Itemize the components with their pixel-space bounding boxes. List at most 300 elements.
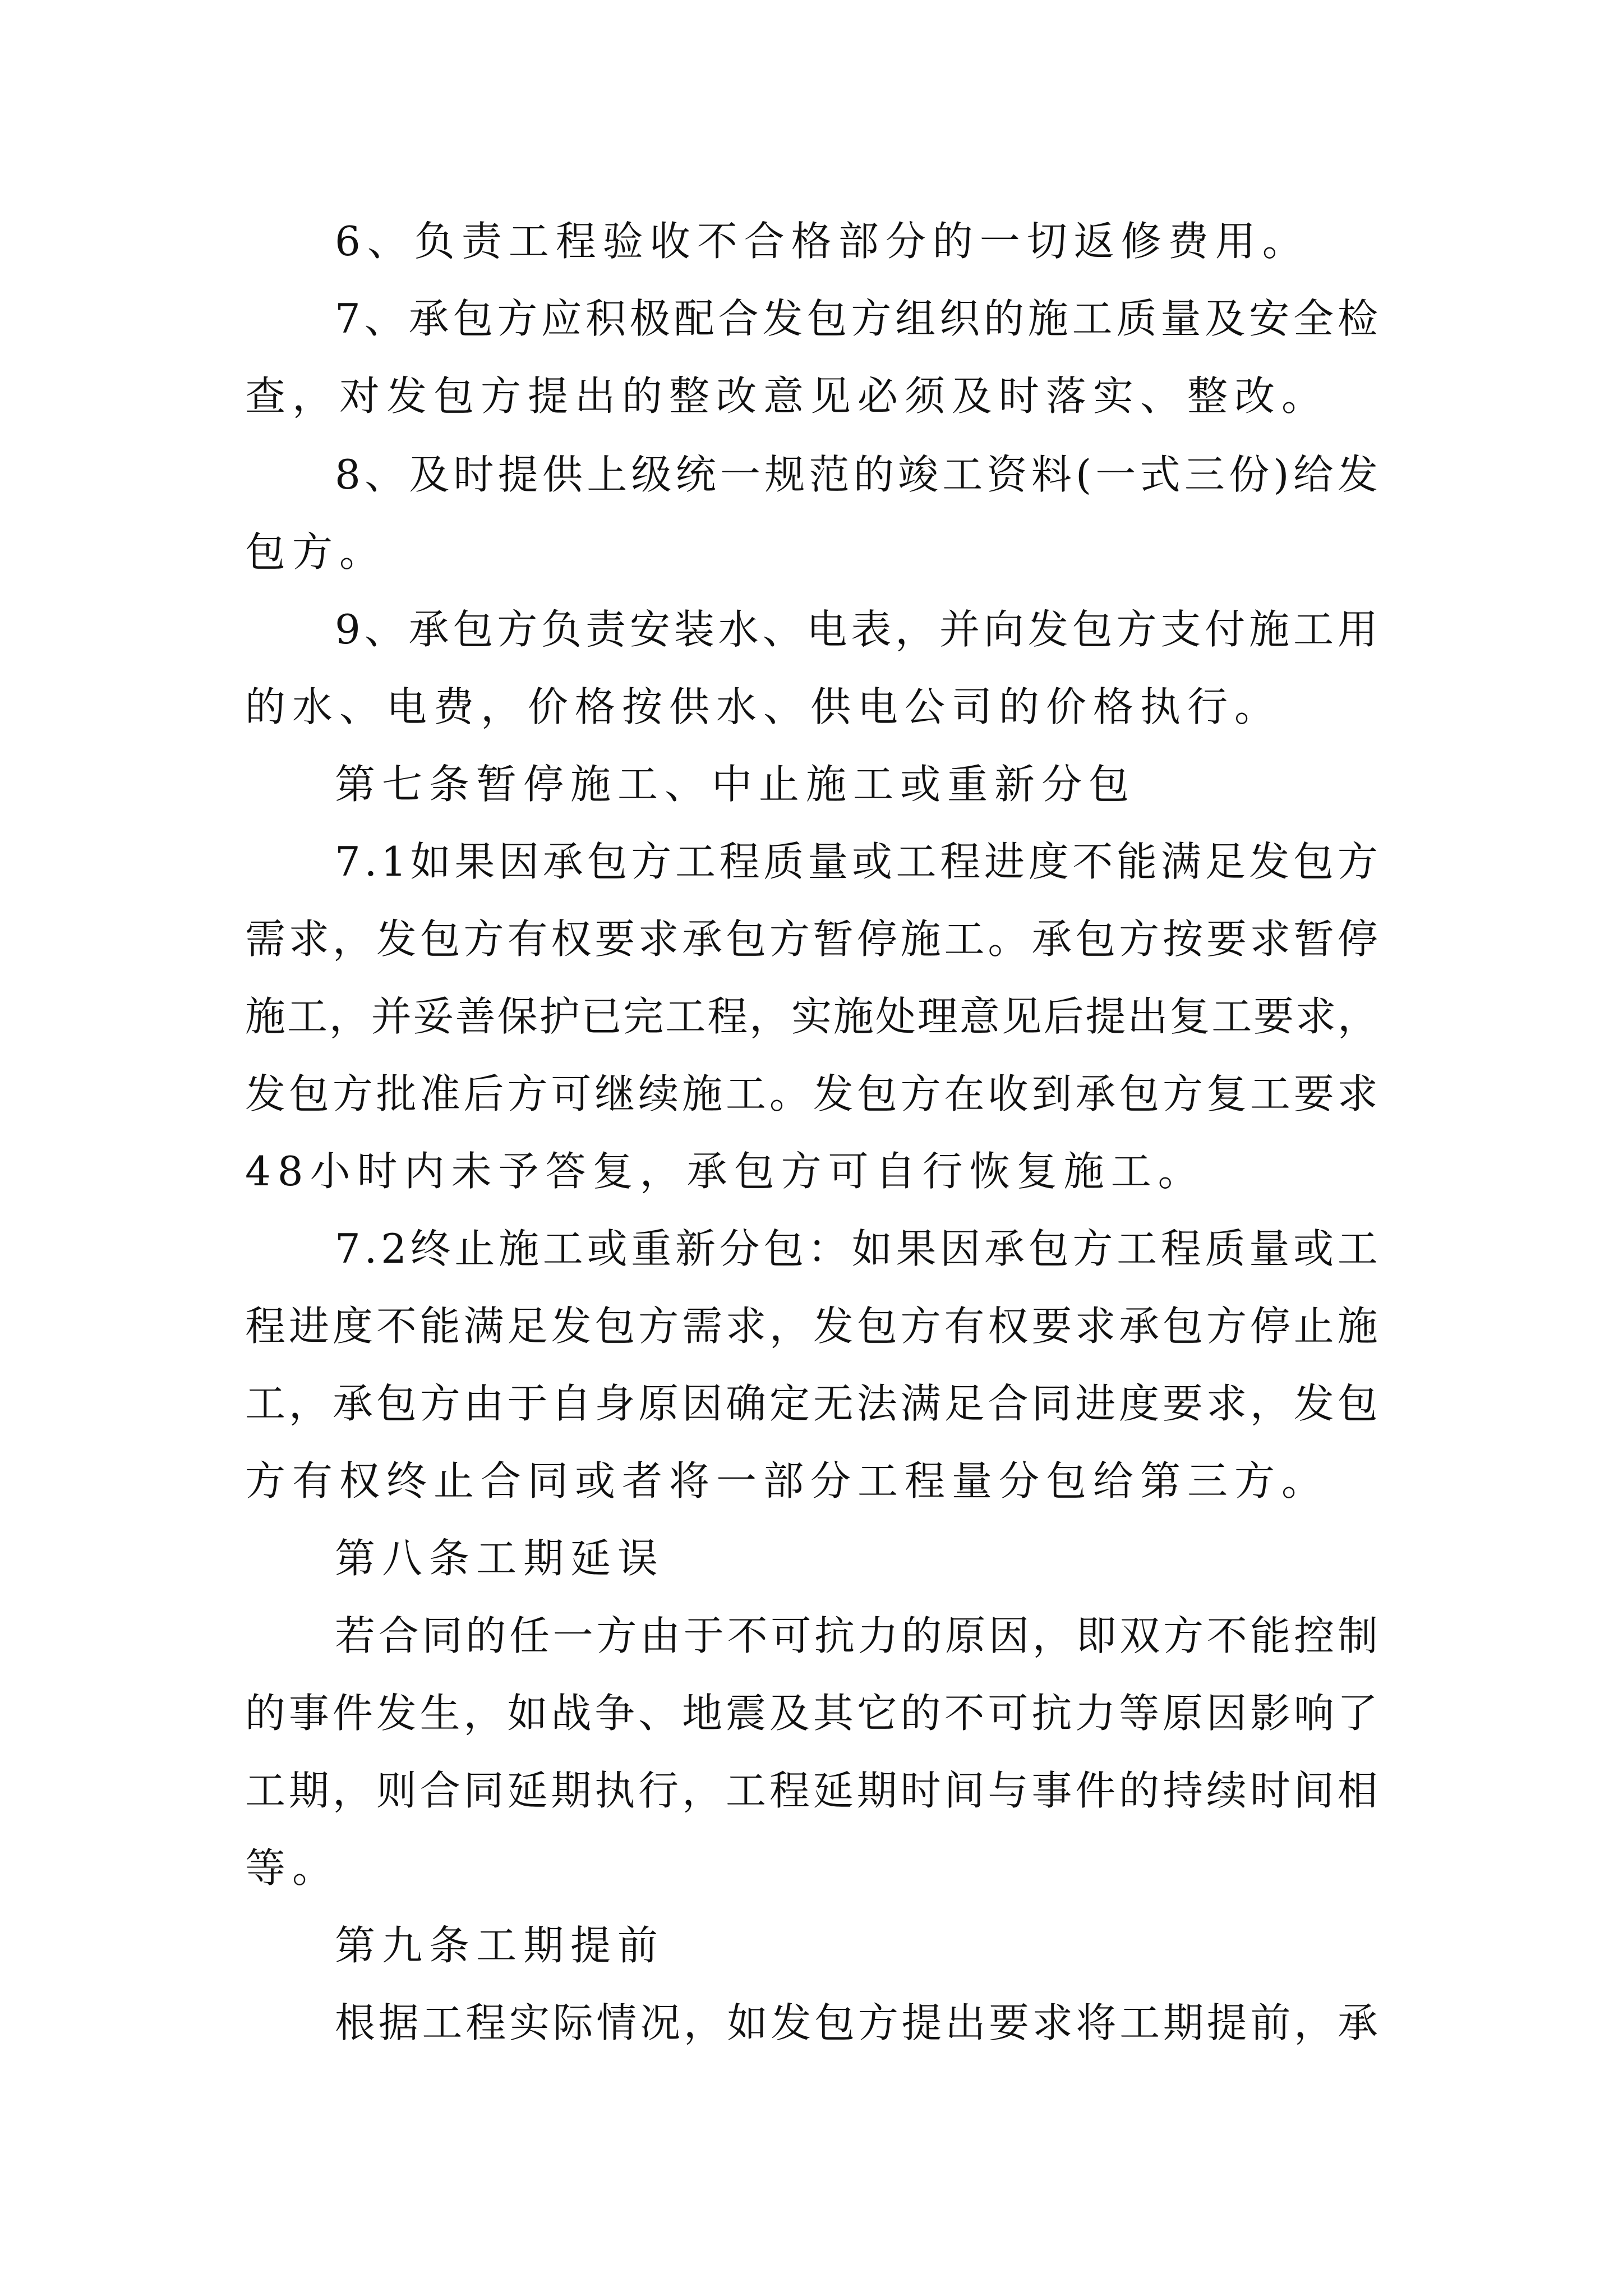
text-char: 竣 <box>898 451 939 498</box>
text-char: ， <box>1249 1380 1290 1427</box>
text-char: 1 <box>381 838 407 885</box>
text-char: 统 <box>675 451 716 498</box>
text-char: 发 <box>245 1070 286 1117</box>
text-char: 要 <box>1163 1380 1204 1427</box>
text-char: 求 <box>1337 1070 1378 1117</box>
text-char: 、 <box>365 451 405 498</box>
text-char: 包 <box>453 295 494 342</box>
text-char: 级 <box>631 451 672 498</box>
text-char: ， <box>895 606 936 653</box>
text-char: 极 <box>629 295 670 342</box>
text-char: ， <box>769 1303 810 1350</box>
text-char: 因 <box>989 1612 1030 1659</box>
text-char: 确 <box>725 1380 766 1427</box>
text-char: 7 <box>335 1225 361 1272</box>
text-char: 由 <box>463 1380 504 1427</box>
text-char: 期 <box>551 1767 592 1814</box>
text-char: 际 <box>552 1999 593 2046</box>
text-char: 同 <box>1031 1380 1072 1427</box>
text-char: 发 <box>1249 838 1290 885</box>
text-char: 处 <box>875 993 916 1040</box>
text-char: 方 <box>1163 1612 1204 1659</box>
text-char: 求 <box>1206 1380 1247 1427</box>
text-line <box>335 1596 1378 1675</box>
text-line: 的水、电费，价格按供水、供电公司的价格执行。 <box>245 683 1282 730</box>
text-char: 满 <box>463 1303 504 1350</box>
text-char: 、 <box>638 1690 679 1737</box>
text-char: 给 <box>1293 451 1334 498</box>
text-char: 工 <box>942 451 983 498</box>
text-char: . <box>364 1225 377 1272</box>
text-char: 分 <box>719 1225 760 1272</box>
text-char: 需 <box>245 915 286 963</box>
text-char: 的 <box>900 1690 941 1737</box>
text-char: 发 <box>762 295 803 342</box>
text-char: 于 <box>507 1380 548 1427</box>
text-char: 工 <box>245 1380 286 1427</box>
text-char: 期 <box>856 1767 897 1814</box>
text-char: 不 <box>376 1303 417 1350</box>
text-char: 要 <box>594 915 635 963</box>
text-char: 责 <box>585 606 626 653</box>
text-char: 负 <box>541 606 582 653</box>
text-char: 要 <box>1253 993 1294 1040</box>
text-char: ) <box>1273 451 1289 498</box>
text-char: 量 <box>1249 1225 1290 1272</box>
text-char: 延 <box>507 1767 548 1814</box>
text-char: 支 <box>1160 606 1201 653</box>
text-char: 行 <box>638 1767 679 1814</box>
text-char: 包 <box>856 1303 897 1350</box>
text-char: 若 <box>335 1612 376 1659</box>
text-char: 准 <box>419 1070 460 1117</box>
text-char: 包 <box>763 1225 804 1272</box>
text-char: 方 <box>1072 1225 1113 1272</box>
text-char: 。 <box>769 1070 810 1117</box>
text-char: 用 <box>1337 606 1378 653</box>
text-char: 求 <box>1295 993 1336 1040</box>
text-char: 要 <box>1031 1303 1072 1350</box>
text-char: 工 <box>725 1070 766 1117</box>
text-char: 权 <box>551 915 592 963</box>
text-char: 工 <box>675 838 716 885</box>
text-char: 2 <box>381 1225 407 1272</box>
text-char: 求 <box>638 915 679 963</box>
text-char: 时 <box>900 1767 941 1814</box>
text-char: 复 <box>1206 1070 1247 1117</box>
text-char: ， <box>749 993 790 1040</box>
text-char: 妥 <box>413 993 454 1040</box>
text-char: 或 <box>851 838 892 885</box>
text-char: ， <box>329 993 370 1040</box>
text-char: 施 <box>245 993 286 1040</box>
text-char: 相 <box>1337 1767 1378 1814</box>
text-char: 一 <box>1095 451 1136 498</box>
text-char: 力 <box>1075 1690 1116 1737</box>
text-char: 方 <box>497 295 538 342</box>
text-char: 时 <box>1249 1767 1290 1814</box>
text-char: 求 <box>1032 1999 1073 2046</box>
text-char: 表 <box>851 606 892 653</box>
text-char: 争 <box>594 1690 635 1737</box>
text-char: 制 <box>1337 1612 1378 1659</box>
text-char: 工 <box>1249 1070 1290 1117</box>
text-char: 向 <box>983 606 1024 653</box>
text-char: 重 <box>631 1225 672 1272</box>
text-char: 9 <box>335 606 361 653</box>
text-char: 实 <box>509 1999 550 2046</box>
text-char: 收 <box>988 1070 1029 1117</box>
text-char: 的 <box>853 451 894 498</box>
text-char: 包 <box>376 1380 417 1427</box>
text-char: 前 <box>1250 1999 1291 2046</box>
text-char: ， <box>463 1690 504 1737</box>
text-char: 据 <box>378 1999 419 2046</box>
text-char: 包 <box>1028 1225 1069 1272</box>
text-line <box>245 900 1378 978</box>
text-char: 实 <box>791 993 832 1040</box>
text-line: 6、负责工程验收不合格部分的一切返修费用。 <box>335 218 1310 265</box>
text-char: 等 <box>1119 1690 1160 1737</box>
text-char: 度 <box>1028 838 1069 885</box>
section-heading: 第七条暂停施工、中止施工或重新分包 <box>335 761 1136 808</box>
text-char: 方 <box>851 295 892 342</box>
text-char: 有 <box>944 1303 985 1350</box>
text-char: 它 <box>856 1690 897 1737</box>
text-char: 权 <box>988 1303 1029 1350</box>
text-char: 包 <box>1119 1070 1160 1117</box>
text-char: 与 <box>988 1767 1029 1814</box>
text-char: 满 <box>900 1380 941 1427</box>
text-char: 包 <box>288 1070 329 1117</box>
text-char: 于 <box>683 1612 724 1659</box>
text-char: 停 <box>856 915 897 963</box>
text-char: 暂 <box>1293 915 1334 963</box>
text-char: 间 <box>944 1767 985 1814</box>
text-char: 包 <box>856 1070 897 1117</box>
text-char: 同 <box>463 1767 504 1814</box>
text-char: 、 <box>762 606 803 653</box>
text-char: 电 <box>806 606 847 653</box>
text-char: 并 <box>939 606 980 653</box>
text-char: 件 <box>332 1690 373 1737</box>
text-char: 求 <box>1075 1303 1116 1350</box>
text-char: 续 <box>638 1070 679 1117</box>
text-char: ， <box>332 1767 373 1814</box>
text-line <box>245 1751 1378 1830</box>
text-char: 批 <box>376 1070 417 1117</box>
text-char: 能 <box>419 1303 460 1350</box>
text-char: 任 <box>509 1612 550 1659</box>
text-char: 进 <box>984 838 1025 885</box>
text-char: 则 <box>376 1767 417 1814</box>
text-char: 法 <box>856 1380 897 1427</box>
text-char: ， <box>682 1767 723 1814</box>
text-char: 可 <box>771 1612 811 1659</box>
text-char: 因 <box>1206 1690 1247 1737</box>
text-char: 况 <box>640 1999 681 2046</box>
text-char: 施 <box>900 915 941 963</box>
text-char: 发 <box>813 1303 854 1350</box>
text-char: 程 <box>769 1767 810 1814</box>
text-char: 或 <box>1293 1225 1334 1272</box>
text-char: 了 <box>1337 1690 1378 1737</box>
text-char: 按 <box>1163 915 1204 963</box>
text-char: ( <box>1076 451 1092 498</box>
text-char: 一 <box>552 1612 593 1659</box>
text-char: 求 <box>1249 915 1290 963</box>
text-char: 工 <box>245 1767 286 1814</box>
text-char: 施 <box>499 1225 540 1272</box>
text-char: 发 <box>376 1690 417 1737</box>
text-char: 求 <box>725 1303 766 1350</box>
text-char: 后 <box>463 1070 504 1117</box>
text-char: 质 <box>1116 295 1157 342</box>
text-char: ， <box>288 1380 329 1427</box>
text-char: 检 <box>1337 295 1378 342</box>
text-char: 无 <box>813 1380 854 1427</box>
text-char: 资 <box>986 451 1027 498</box>
text-char: 如 <box>851 1225 892 1272</box>
text-char: 原 <box>945 1612 986 1659</box>
text-char: 方 <box>507 1070 548 1117</box>
text-char: 要 <box>1206 915 1247 963</box>
text-char: 如 <box>507 1690 548 1737</box>
text-char: 的 <box>465 1612 506 1659</box>
text-char: 式 <box>1140 451 1181 498</box>
text-char: 上 <box>587 451 628 498</box>
text-char: 见 <box>1001 993 1042 1040</box>
text-char: 、 <box>364 606 405 653</box>
text-char: 三 <box>1184 451 1225 498</box>
text-char: 止 <box>1293 1303 1334 1350</box>
text-char: 供 <box>542 451 583 498</box>
text-char: 方 <box>769 915 810 963</box>
text-char: 不 <box>1206 1612 1247 1659</box>
text-char: 持 <box>1163 1767 1204 1814</box>
text-char: 期 <box>1163 1999 1204 2046</box>
text-char: 提 <box>1206 1999 1247 2046</box>
text-char: 继 <box>594 1070 635 1117</box>
text-char: 工 <box>1072 295 1113 342</box>
text-char: 将 <box>1076 1999 1117 2046</box>
text-char: 质 <box>1205 1225 1246 1272</box>
text-char: 停 <box>1337 915 1378 963</box>
text-char: 方 <box>1337 838 1378 885</box>
text-char: 及 <box>769 1690 810 1737</box>
text-char: 可 <box>988 1690 1029 1737</box>
text-char: 由 <box>640 1612 681 1659</box>
text-char: 工 <box>944 915 985 963</box>
text-char: 足 <box>944 1380 985 1427</box>
text-char: 包 <box>814 1999 855 2046</box>
text-char: 料 <box>1031 451 1072 498</box>
section-heading: 第九条工期提前 <box>335 1922 665 1969</box>
text-char: 并 <box>371 993 412 1040</box>
text-char: 的 <box>245 1690 286 1737</box>
text-char: 工 <box>896 838 937 885</box>
text-char: 同 <box>422 1612 463 1659</box>
text-char: 包 <box>1075 915 1116 963</box>
text-char: 不 <box>944 1690 985 1737</box>
text-line: 48小时内未予答复，承包方可自行恢复施工。 <box>245 1148 1205 1195</box>
text-char: 件 <box>1075 1767 1116 1814</box>
text-char: 情 <box>596 1999 637 2046</box>
text-char: 自 <box>551 1380 592 1427</box>
text-char: 战 <box>551 1690 592 1737</box>
text-char: 包 <box>594 1303 635 1350</box>
text-char: 程 <box>465 1999 506 2046</box>
text-char: 7 <box>335 838 361 885</box>
text-line: 等。 <box>245 1844 340 1892</box>
text-char: 装 <box>674 606 714 653</box>
text-char: 方 <box>857 1999 898 2046</box>
text-char: 因 <box>940 1225 981 1272</box>
text-char: ， <box>1294 1999 1335 2046</box>
text-char: 根 <box>335 1999 376 2046</box>
text-char: 及 <box>409 451 450 498</box>
text-char: 抗 <box>814 1612 855 1659</box>
section-heading: 第八条工期延误 <box>335 1535 665 1582</box>
text-char: 停 <box>1249 1303 1290 1350</box>
text-char: 足 <box>1205 838 1246 885</box>
text-char: 复 <box>1169 993 1210 1040</box>
text-char: 发 <box>1293 1380 1334 1427</box>
text-char: 其 <box>813 1690 854 1737</box>
text-char: 身 <box>594 1380 635 1427</box>
text-char: 安 <box>1249 295 1290 342</box>
text-char: 延 <box>813 1767 854 1814</box>
text-char: 时 <box>453 451 494 498</box>
text-char: 间 <box>1293 1767 1334 1814</box>
text-char: 规 <box>764 451 805 498</box>
text-char: 发 <box>551 1303 592 1350</box>
text-char: 组 <box>895 295 936 342</box>
text-char: 承 <box>1075 1070 1116 1117</box>
text-char: 双 <box>1119 1612 1160 1659</box>
text-char: 发 <box>376 915 417 963</box>
text-char: . <box>364 838 377 885</box>
text-char: 原 <box>638 1380 679 1427</box>
text-char: 工 <box>1211 993 1252 1040</box>
text-char: 方 <box>638 1303 679 1350</box>
text-line <box>335 1209 1378 1288</box>
text-char: 方 <box>332 1070 373 1117</box>
text-line <box>335 590 1378 669</box>
text-char: 合 <box>988 1380 1029 1427</box>
text-char: ： <box>808 1225 849 1272</box>
text-char: 承 <box>542 838 583 885</box>
text-char: 进 <box>1075 1380 1116 1427</box>
text-char: 全 <box>1293 295 1334 342</box>
text-char: 程 <box>245 1303 286 1350</box>
text-char: 方 <box>596 1612 637 1659</box>
text-char: 方 <box>1116 606 1157 653</box>
text-char: 地 <box>682 1690 723 1737</box>
text-line: 方有权终止合同或者将一部分工程量分包给第三方。 <box>245 1457 1329 1504</box>
text-char: 方 <box>900 1070 941 1117</box>
text-char: 量 <box>1160 295 1201 342</box>
text-line: 查，对发包方提出的整改意见必须及时落实、整改。 <box>245 372 1329 420</box>
text-char: 方 <box>1206 1303 1247 1350</box>
text-char: 工 <box>665 993 706 1040</box>
text-char: 善 <box>455 993 496 1040</box>
text-char: 提 <box>901 1999 942 2046</box>
text-char: 新 <box>675 1225 716 1272</box>
text-char: 影 <box>1249 1690 1290 1737</box>
text-char: 度 <box>1119 1380 1160 1427</box>
text-char: 方 <box>1119 915 1160 963</box>
text-char: 7 <box>335 295 361 342</box>
text-char: ， <box>332 915 373 963</box>
text-char: 求 <box>288 915 329 963</box>
text-char: 能 <box>1250 1612 1291 1659</box>
text-line <box>335 435 1378 514</box>
text-char: 合 <box>378 1612 419 1659</box>
text-char: 程 <box>940 838 981 885</box>
text-char: 需 <box>682 1303 723 1350</box>
text-char: 包 <box>725 915 766 963</box>
text-char: 包 <box>806 295 847 342</box>
text-char: 包 <box>587 838 628 885</box>
text-char: 方 <box>631 838 672 885</box>
text-char: ， <box>1337 993 1378 1040</box>
text-char: 出 <box>1127 993 1168 1040</box>
text-char: 要 <box>989 1999 1030 2046</box>
text-char: 一 <box>720 451 761 498</box>
text-char: 出 <box>945 1999 986 2046</box>
text-char: 能 <box>1117 838 1158 885</box>
text-char: 合 <box>419 1767 460 1814</box>
text-char: 承 <box>408 295 449 342</box>
text-char: 提 <box>1085 993 1126 1040</box>
text-char: 方 <box>900 1303 941 1350</box>
text-line <box>245 977 1378 1056</box>
text-char: 或 <box>587 1225 628 1272</box>
text-char: 要 <box>1293 1070 1334 1117</box>
text-char: 执 <box>594 1767 635 1814</box>
text-line <box>245 1055 1378 1133</box>
text-char: 可 <box>551 1070 592 1117</box>
text-char: 方 <box>419 1380 460 1427</box>
text-char: 8 <box>335 451 361 498</box>
text-char: 施 <box>1249 606 1290 653</box>
text-char: 。 <box>988 915 1029 963</box>
text-char: 工 <box>1117 1225 1158 1272</box>
text-char: 理 <box>917 993 958 1040</box>
text-char: 因 <box>682 1380 723 1427</box>
text-char: 范 <box>809 451 850 498</box>
text-char: 工 <box>422 1999 463 2046</box>
text-char: 力 <box>857 1612 898 1659</box>
text-char: 承 <box>682 915 723 963</box>
text-char: 护 <box>539 993 580 1040</box>
text-line <box>245 1364 1378 1443</box>
text-char: 震 <box>725 1690 766 1737</box>
text-char: 质 <box>763 838 804 885</box>
text-char: 后 <box>1043 993 1084 1040</box>
text-line <box>335 279 1378 358</box>
text-char: 保 <box>497 993 538 1040</box>
text-line <box>245 1287 1378 1365</box>
text-char: 承 <box>984 1225 1025 1272</box>
text-char: 原 <box>1163 1690 1204 1737</box>
text-char: 到 <box>1031 1070 1072 1117</box>
text-char: 方 <box>463 915 504 963</box>
text-char: 承 <box>1119 1303 1160 1350</box>
text-char: 承 <box>408 606 449 653</box>
text-char: 包 <box>453 606 494 653</box>
